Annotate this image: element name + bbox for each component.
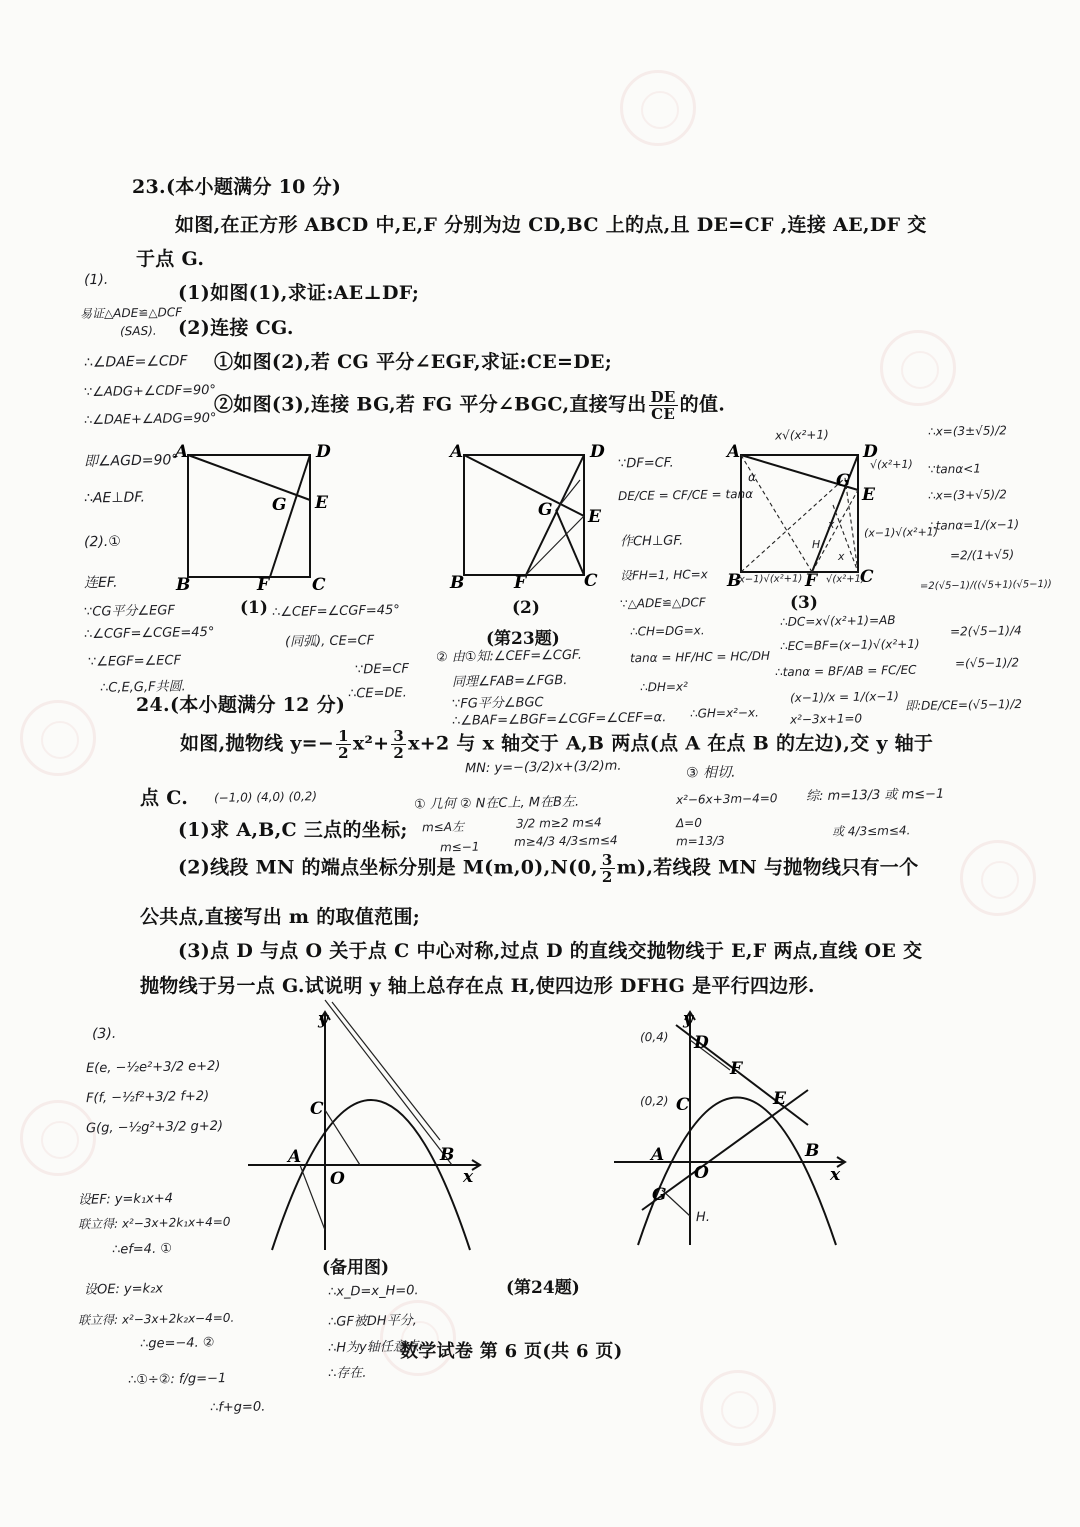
q23-part1: (1)如图(1),求证:AE⊥DF;: [178, 282, 420, 304]
hw-q24-p3-3: G(g, −½g²+3/2 g+2): [85, 1118, 224, 1137]
hw-q23-part2-0: ② 由①知:∠CEF=∠CGF.: [435, 647, 583, 666]
hw-q24-row-8: x²−6x+3m−4=0: [675, 791, 778, 807]
hw-q23-far-7: =(√5−1)/2: [954, 655, 1020, 671]
label-g: G: [652, 1185, 667, 1205]
q24-part1: (1)求 A,B,C 三点的坐标;: [178, 819, 408, 841]
fraction-three-halves: $\frac{3}{2}$: [393, 727, 405, 762]
hw-fig3-4: √(x²+1): [825, 573, 865, 586]
hw-q23-left-1: 易证△ADE≌△DCF: [79, 305, 183, 321]
label-a: A: [175, 442, 189, 462]
q23-header: 23.(本小题满分 10 分): [132, 176, 342, 198]
hw-q24-row-11: 综: m=13/3 或 m≤−1: [805, 786, 945, 805]
q24-stem-line2: 点 C.: [140, 787, 189, 809]
hw-fig3-6: x: [827, 517, 835, 532]
label-g: G: [272, 495, 287, 515]
hw-q24-fig-1: (0,2): [639, 1093, 669, 1109]
label-e: E: [773, 1089, 786, 1109]
hw-fig3-2: (x−1)√(x²+1): [863, 525, 939, 540]
hw-q23-left-2: (SAS).: [119, 323, 157, 339]
hw-q23-left-4: ∵∠ADG+∠CDF=90°: [83, 382, 217, 401]
hw-q23-left-10: ∵CG平分∠EGF: [83, 603, 176, 620]
label-f: F: [805, 571, 818, 591]
label-e: E: [862, 485, 875, 505]
q24-stem-line1: 如图,抛物线 y=− $\frac{1}{2}$ x²+ $\frac{3}{2}$ x+2 与 x 轴交于 A,B 两点(点 A 在点 B 的左边),交 y 轴于: [180, 727, 934, 762]
hw-q24-row-7: ③ 相切.: [685, 764, 736, 782]
q23-stem-line2: 于点 G.: [136, 248, 205, 270]
de-over-ce-fraction: $\frac{DE}{CE}$: [650, 388, 676, 423]
label-b: B: [176, 575, 191, 595]
hw-q23-right2-2: ∴tanα = BF/AB = FC/EC: [774, 662, 917, 680]
hw-q23-right2-1: ∴EC=BF=(x−1)√(x²+1): [779, 636, 920, 654]
label-a: A: [450, 442, 464, 462]
hw-q24-row-1: (−1,0) (4,0) (0,2): [213, 789, 318, 805]
label-o: O: [694, 1163, 709, 1183]
hw-q24-p3-10: ∴①÷②: f/g=−1: [127, 1371, 227, 1388]
label-g: G: [836, 471, 851, 491]
hw-q24-bottom-2: ∴H为y轴任意点.: [327, 1339, 424, 1356]
hw-q23-right1-7: ∴DH=x²: [639, 679, 688, 695]
label-c: C: [676, 1095, 690, 1115]
label-d: D: [590, 442, 605, 462]
label-c: C: [310, 1099, 324, 1119]
q24-backup-caption: (备用图): [322, 1258, 390, 1278]
hw-q23-right1-0: ∵DF=CF.: [617, 455, 674, 472]
hw-q23-right1-2: 作CH⊥GF.: [619, 533, 684, 550]
hw-q23-mid-0: ∴∠CEF=∠CGF=45°: [271, 602, 400, 621]
label-o: O: [330, 1169, 345, 1189]
hw-fig3-8: H: [811, 537, 821, 552]
parabola: [638, 1098, 836, 1246]
hw-q23-left-9: 连EF.: [83, 574, 118, 592]
q23-part2-sub1: ①如图(2),若 CG 平分∠EGF,求证:CE=DE;: [214, 351, 613, 373]
q24-part2: (2)线段 MN 的端点坐标分别是 M(m,0),N(0, $\frac{3}{2}$ m),若线段 MN 与抛物线只有一个: [178, 851, 919, 886]
hw-q23-mid-3: ∴CE=DE.: [347, 685, 407, 702]
hw-q24-row-4: 3/2 m≥2 m≤4: [515, 815, 602, 831]
hw-fig3-0: x√(x²+1): [774, 427, 829, 443]
hw-fig3-3: (x−1)√(x²+1): [734, 573, 803, 586]
hw-q23-far-0: ∴x=(3±√5)/2: [927, 423, 1007, 439]
label-b: B: [450, 573, 465, 593]
hw-q23-far-6: =2(√5−1)/4: [949, 623, 1022, 639]
label-e: E: [588, 507, 601, 527]
label-b: B: [805, 1141, 820, 1161]
hw-q23-right2-4: x²−3x+1=0: [789, 711, 863, 727]
q24-fig-title: (第24题): [506, 1278, 580, 1298]
label-c: C: [860, 567, 874, 587]
hw-q23-right1-5: ∴CH=DG=x.: [629, 623, 705, 639]
hw-q23-right1-1: DE/CE = CF/CE = tanα: [617, 486, 754, 504]
fig1-caption: (1): [240, 598, 268, 618]
hw-q24-p3-2: F(f, −½f²+3/2 f+2): [85, 1088, 210, 1107]
hw-q24-fig-2: H.: [695, 1209, 711, 1226]
hw-q24-fig-0: (0,4): [639, 1029, 669, 1045]
hw-q24-row-6: m≥4/3 4/3≤m≤4: [513, 833, 618, 849]
label-f: F: [514, 573, 527, 593]
hw-q23-far-1: ∵tanα<1: [927, 461, 982, 477]
hw-q24-row-5: m≤−1: [439, 839, 480, 855]
hw-q24-p3-11: ∴f+g=0.: [209, 1399, 266, 1416]
hw-q23-right1-4: ∵△ADE≌△DCF: [619, 595, 706, 611]
hw-q23-mid-1: (同弧), CE=CF: [284, 633, 375, 650]
fraction-three-halves: $\frac{3}{2}$: [601, 851, 613, 886]
hw-q24-bottom-1: ∴GF被DH平分,: [327, 1313, 417, 1330]
label-d: D: [694, 1033, 709, 1053]
hw-q23-far-2: ∴x=(3+√5)/2: [927, 487, 1007, 503]
hw-q23-left-12: ∵∠EGF=∠ECF: [87, 653, 182, 670]
hw-q23-left-11: ∴∠CGF=∠CGE=45°: [83, 624, 215, 643]
hw-q23-right1-3: 设FH=1, HC=x: [619, 567, 708, 583]
q24-part3-line2: 抛物线于另一点 G.试说明 y 轴上总存在点 H,使四边形 DFHG 是平行四边形.: [140, 975, 815, 997]
hw-q23-right1-6: tanα = HF/HC = HC/DH: [629, 648, 771, 666]
label-y: y: [683, 1009, 693, 1029]
hw-q24-bottom-3: ∴存在.: [327, 1365, 367, 1382]
hw-q23-left-6: 即∠AGD=90°: [83, 452, 179, 470]
label-a: A: [727, 442, 741, 462]
label-c: C: [312, 575, 326, 595]
q24-part2-line2: 公共点,直接写出 m 的取值范围;: [140, 906, 421, 928]
fig3-caption: (3): [790, 593, 818, 613]
hw-q24-row-12: 或 4/3≤m≤4.: [831, 823, 911, 839]
hw-q23-mid-2: ∵DE=CF: [354, 661, 410, 678]
hw-q24-p3-6: ∴ef=4. ①: [111, 1241, 173, 1258]
hw-q24-row-0: MN: y=−(3/2)x+(3/2)m.: [464, 758, 622, 777]
hw-q24-p3-7: 设OE: y=k₂x: [83, 1281, 164, 1298]
hw-q24-p3-9: ∴ge=−4. ②: [139, 1335, 215, 1352]
label-c: C: [584, 571, 598, 591]
q24-header: 24.(本小题满分 12 分): [136, 694, 346, 716]
hw-q24-p3-1: E(e, −½e²+3/2 e+2): [85, 1058, 221, 1077]
hw-q23-left-7: ∴AE⊥DF.: [83, 489, 146, 507]
hw-fig3-1: √(x²+1): [869, 457, 913, 472]
label-g: G: [538, 500, 553, 520]
fig2-caption: (2): [512, 598, 540, 618]
hw-fig3-5: α: [747, 469, 757, 485]
page-footer: 数学试卷 第 6 页(共 6 页): [400, 1341, 623, 1362]
q23-stem-line1: 如图,在正方形 ABCD 中,E,F 分别为边 CD,BC 上的点,且 DE=CF ,连接 AE,DF 交: [175, 214, 927, 236]
hw-q24-row-10: m=13/3: [675, 833, 725, 849]
hw-q23-right2-3: (x−1)/x = 1/(x−1): [789, 689, 899, 705]
hw-q24-p3-5: 联立得: x²−3x+2k₁x+4=0: [77, 1214, 231, 1232]
label-a: A: [651, 1145, 665, 1165]
hw-q24-p3-0: (3).: [91, 1025, 117, 1043]
q24-part3-line1: (3)点 D 与点 O 关于点 C 中心对称,过点 D 的直线交抛物线于 E,F 两点,直线 OE 交: [178, 940, 923, 962]
label-x: x: [463, 1167, 474, 1187]
q23-part2-sub2-pre: ②如图(3),连接 BG,若 FG 平分∠BGC,直接写出: [214, 393, 647, 416]
label-x: x: [830, 1165, 841, 1185]
hw-q23-left-0: (1).: [83, 271, 109, 289]
hw-q23-part2-2: ∵FG平分∠BGC: [451, 695, 544, 712]
hw-q24-row-3: m≤A左: [421, 819, 465, 835]
label-e: E: [315, 493, 328, 513]
hw-q24-row-9: Δ=0: [675, 815, 703, 831]
label-f: F: [730, 1059, 743, 1079]
hw-q24-row-2: ① 几何 ② N在C上, M在B左.: [413, 794, 580, 813]
fraction-one-half: $\frac{1}{2}$: [338, 727, 349, 762]
hw-fig3-7: x: [837, 549, 845, 564]
hw-q23-left-5: ∴∠DAE+∠ADG=90°: [83, 410, 217, 429]
label-y: y: [318, 1009, 328, 1029]
hw-q24-bottom-0: ∴x_D=x_H=0.: [327, 1283, 419, 1300]
hw-q23-right1-8: ∴GH=x²−x.: [689, 705, 760, 721]
hw-q23-far-3: ∴tanα=1/(x−1): [927, 517, 1020, 533]
label-d: D: [316, 442, 331, 462]
label-b: B: [727, 571, 742, 591]
label-f: F: [257, 575, 270, 595]
hw-q23-far-4: =2/(1+√5): [949, 547, 1015, 563]
label-a: A: [288, 1147, 302, 1167]
hw-q23-left-13: ∴C,E,G,F共圆.: [99, 679, 186, 696]
hw-q23-part2-3: ∴∠BAF=∠BGF=∠CGF=∠CEF=α.: [451, 710, 667, 729]
hw-q23-left-8: (2).①: [83, 533, 121, 551]
hw-q23-left-3: ∴∠DAE=∠CDF: [83, 353, 188, 371]
q23-part2: (2)连接 CG.: [178, 317, 294, 339]
label-d: D: [863, 442, 878, 462]
q23-part2-sub2-post: 的值.: [679, 393, 726, 416]
hw-q23-right2-0: ∴DC=x√(x²+1)=AB: [779, 612, 896, 630]
q23-fig-title: (第23题): [486, 629, 560, 649]
label-b: B: [440, 1145, 455, 1165]
hw-q23-part2-1: 同理∠FAB=∠FGB.: [451, 672, 568, 691]
hw-q24-p3-8: 联立得: x²−3x+2k₂x−4=0.: [77, 1310, 235, 1328]
hw-q23-far-8: 即:DE/CE=(√5−1)/2: [904, 696, 1023, 714]
hw-q24-p3-4: 设EF: y=k₁x+4: [77, 1191, 174, 1208]
hw-q23-far-5: =2(√5−1)/((√5+1)(√5−1)): [919, 578, 1052, 593]
